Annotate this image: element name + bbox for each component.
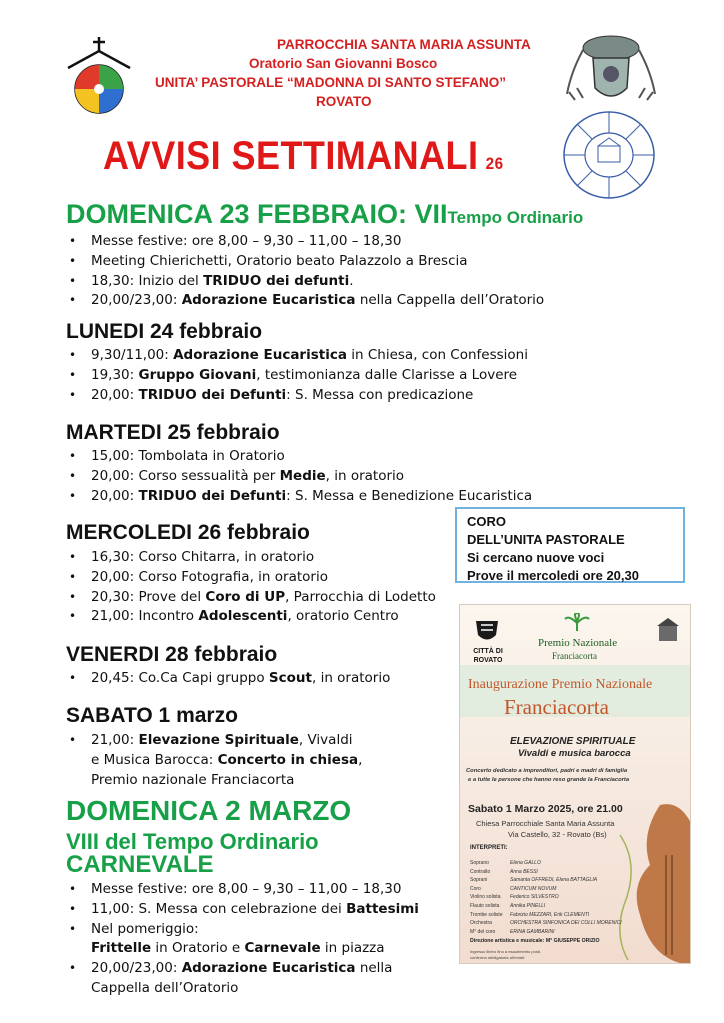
poster-address: Via Castello, 32 - Rovato (Bs) [508, 830, 607, 839]
header-oratorio: Oratorio San Giovanni Bosco [249, 56, 438, 71]
sunday1-title-small: Tempo Ordinario [447, 208, 584, 227]
church-emblem-icon [656, 617, 680, 648]
list-item: • 19,30: Gruppo Giovani, testimonianza dalle Clarisse a Lovere [66, 366, 528, 386]
wednesday-heading: MERCOLEDI 26 febbraio [66, 521, 310, 544]
sunday2-carnevale: CARNEVALE [66, 851, 214, 878]
list-item: • 20,00: TRIDUO dei Defunti: S. Messa e Benedizione Eucaristica [66, 487, 532, 507]
poster-inauguration: Inaugurazione Premio Nazionale [468, 677, 653, 692]
sunday1-list [66, 232, 544, 311]
poster-interpreti: INTERPRETI: [470, 845, 508, 851]
list-item: • 20,00/23,00: Adorazione Eucaristica nella Cappella dell’Oratorio [66, 959, 419, 999]
header-unita: UNITA’ PASTORALE “MADONNA DI SANTO STEFANO” [155, 75, 507, 90]
friday-list [66, 669, 390, 689]
premio-leaf-icon [563, 613, 591, 638]
list-item: • 16,30: Corso Chitarra, in oratorio [66, 548, 436, 568]
poster-direzione: Direzione artistica e musicale: M° GIUSEPPE ORIZIO [470, 938, 600, 944]
issue-number: 26 [485, 154, 504, 173]
poster-desc1: Concerto dedicato a imprenditori, padri e madri di famiglia [466, 768, 628, 774]
monday-heading: LUNEDI 24 febbraio [66, 320, 263, 343]
list-item: • 11,00: S. Messa con celebrazione dei Battesimi [66, 900, 419, 920]
list-item: • Meeting Chierichetti, Oratorio beato Palazzolo a Brescia [66, 252, 544, 272]
poster-premio-line2: Franciacorta [552, 651, 597, 661]
parish-logo [64, 34, 134, 114]
list-item: • 15,00: Tombolata in Oratorio [66, 447, 532, 467]
header-city: ROVATO [316, 94, 372, 109]
saturday-list [66, 731, 362, 790]
list-item: • 20,00/23,00: Adorazione Eucaristica nella Cappella dell’Oratorio [66, 291, 544, 311]
coro-line4: Prove il mercoledi ore 20,30 [467, 568, 639, 583]
poster-desc2: e a tutte le persone che hanno reso grande la Franciacorta [468, 777, 630, 783]
page-title [103, 134, 504, 179]
list-item: • 20,00: Corso sessualità per Medie, in oratorio [66, 467, 532, 487]
poster-ingresso1: Ingresso libero fino a esaurimento posti, [470, 949, 541, 954]
list-item: • 20,00: TRIDUO dei Defunti: S. Messa con predicazione [66, 386, 528, 406]
poster-church: Chiesa Parrocchiale Santa Maria Assunta [476, 819, 615, 828]
city-crest-icon [472, 617, 502, 650]
concert-poster [459, 604, 691, 964]
list-item: • 20,00: Corso Fotografia, in oratorio [66, 568, 436, 588]
list-item: • 21,00: Elevazione Spirituale, Vivaldi e Musica Barocca: Concerto in chiesa, Premio nazionale Franciacorta [66, 731, 362, 790]
poster-date: Sabato 1 Marzo 2025, ore 21.00 [468, 803, 623, 815]
poster-premio-line1: Premio Nazionale [538, 637, 618, 649]
header-parish: PARROCCHIA SANTA MARIA ASSUNTA [277, 37, 531, 52]
sunday2-title: DOMENICA 2 MARZO [66, 795, 352, 826]
saturday-heading: SABATO 1 marzo [66, 704, 238, 727]
sunday1-title-main: DOMENICA 23 FEBBRAIO: VII [66, 199, 448, 229]
tuesday-heading: MARTEDI 25 febbraio [66, 421, 280, 444]
poster-roles: Soprano Contralto Soprani Coro Violino solista Flauto solista Trombe soliste Orchestra M° del coro [470, 860, 503, 935]
unita-pastorale-logo [562, 110, 657, 200]
poster-vivaldi: Vivaldi e musica barocca [518, 748, 631, 759]
list-item: • 20,30: Prove del Coro di UP, Parrocchia di Lodetto [66, 588, 436, 608]
list-item: • 9,30/11,00: Adorazione Eucaristica in Chiesa, con Confessioni [66, 346, 528, 366]
wednesday-list [66, 548, 436, 627]
coro-line3: Si cercano nuove voci [467, 550, 605, 565]
poster-elevazione: ELEVAZIONE SPIRITUALE [510, 736, 636, 747]
coat-of-arms-emblem [563, 32, 659, 108]
sunday2-subtitle: VIII del Tempo Ordinario [66, 829, 319, 854]
coro-line1: CORO [467, 514, 506, 529]
monday-list [66, 346, 528, 405]
list-item: • Messe festive: ore 8,00 – 9,30 – 11,00 – 18,30 [66, 232, 544, 252]
poster-franciacorta: Franciacorta [504, 695, 609, 719]
coro-line2: DELL’UNITA PASTORALE [467, 532, 625, 547]
list-item: • 21,00: Incontro Adolescenti, oratorio Centro [66, 607, 436, 627]
poster-ingresso2: conferma obbligatoria all'email: [470, 955, 526, 960]
poster-city: CITTÀ DI ROVATO [473, 648, 503, 664]
violin-illustration [610, 795, 691, 964]
sunday2-list [66, 880, 419, 999]
title-text: AVVISI SETTIMANALI [103, 134, 479, 178]
poster-names: Elena GALLO Anna BESSI Samanta OFFREDI, Elena BATTAGLIA CANTICUM NOVUM Federico SILVESTRO Annika PINELLI Fabrizio MEZZARI, Erik CLEMENTI ORCHESTRA SINFONICA DEI COLLI MORENICI ERINA GAMBARINI [510, 860, 622, 935]
list-item: • 18,30: Inizio del TRIDUO dei defunti. [66, 272, 544, 292]
sunday1-heading [66, 199, 583, 230]
coro-notice-box [455, 507, 685, 583]
list-item: • 20,45: Co.Ca Capi gruppo Scout, in oratorio [66, 669, 390, 689]
tuesday-list [66, 447, 532, 506]
list-item: • Messe festive: ore 8,00 – 9,30 – 11,00 – 18,30 [66, 880, 419, 900]
friday-heading: VENERDI 28 febbraio [66, 643, 278, 666]
list-item: • Nel pomeriggio: Frittelle in Oratorio e Carnevale in piazza [66, 920, 419, 960]
